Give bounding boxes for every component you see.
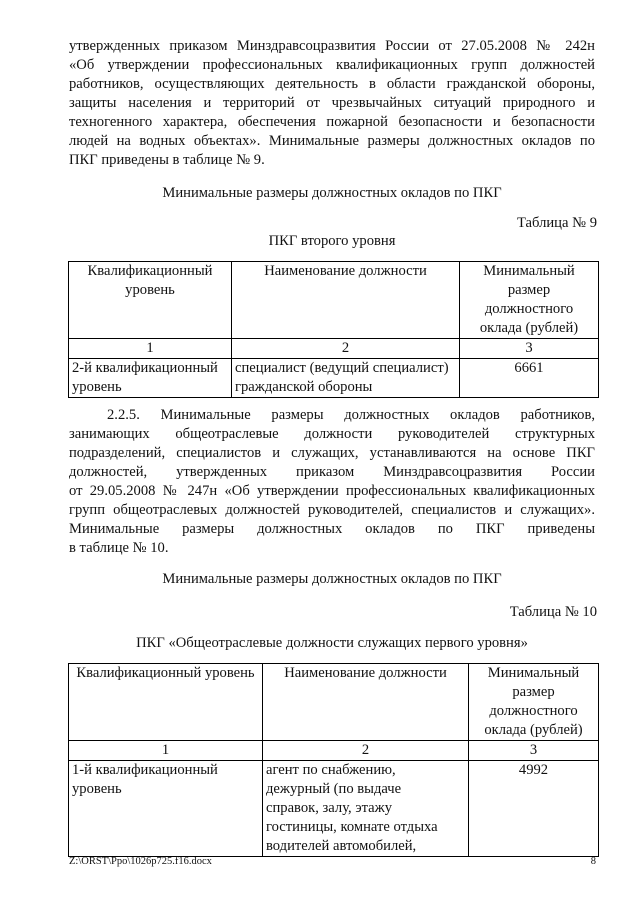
- table-cell: специалист (ведущий специалист) гражданской обороны: [232, 359, 460, 398]
- intro-line: утвержденных приказом Минздравсоцразвития России от 27.05.2008 № 242н: [69, 38, 595, 54]
- header-cell: Квалификационный уровень: [69, 664, 263, 741]
- table-cell: 6661: [460, 359, 599, 398]
- section-line: подразделений, специалистов и служащих, устанавливаются на основе ПКГ: [69, 445, 595, 461]
- table10-caption: Минимальные размеры должностных окладов по ПКГ: [162, 571, 502, 587]
- table9-number: Таблица № 9: [517, 215, 597, 231]
- table10: [68, 663, 599, 857]
- index-cell: 1: [69, 339, 232, 359]
- table-row: [69, 359, 599, 398]
- intro-line: людей на водных объектах». Минимальные размеры должностных окладов по: [69, 133, 595, 149]
- table9-header-row: [69, 262, 599, 339]
- section-line: Минимальные размеры должностных окладов по ПКГ приведены: [69, 521, 595, 537]
- index-cell: 2: [232, 339, 460, 359]
- table-cell: 1-й квалификационный уровень: [69, 761, 263, 857]
- table9-group: ПКГ второго уровня: [268, 233, 396, 249]
- intro-line: работников, осуществляющих деятельность в области гражданской обороны,: [69, 76, 595, 92]
- header-cell: Наименование должности: [263, 664, 469, 741]
- section-line: 2.2.5. Минимальные размеры должностных окладов работников,: [107, 407, 595, 423]
- table10-header-row: [69, 664, 599, 741]
- intro-line: ПКГ приведены в таблице № 9.: [69, 152, 265, 168]
- table10-number: Таблица № 10: [509, 604, 597, 620]
- index-cell: 2: [263, 741, 469, 761]
- table-cell: агент по снабжению, дежурный (по выдаче справок, залу, этажу гостиницы, комнате отдыха водителей автомобилей,: [263, 761, 469, 857]
- table-row: [69, 761, 599, 857]
- intro-line: техногенного характера, обеспечения пожарной безопасности и безопасности: [69, 114, 595, 130]
- table-cell: 4992: [469, 761, 599, 857]
- section-line: должностей, утвержденных приказом Минздравсоцразвития России: [69, 464, 595, 480]
- table10-index-row: [69, 741, 599, 761]
- header-cell: Минимальный размер должностного оклада (рублей): [460, 262, 599, 339]
- section-line: в таблице № 10.: [69, 540, 169, 556]
- index-cell: 1: [69, 741, 263, 761]
- table-cell: 2-й квалификационный уровень: [69, 359, 232, 398]
- header-cell: Минимальный размер должностного оклада (рублей): [469, 664, 599, 741]
- index-cell: 3: [469, 741, 599, 761]
- table9: [68, 261, 599, 398]
- footer-page-number: 8: [590, 856, 596, 867]
- section-line: групп общеотраслевых должностей руководителей, специалистов и служащих».: [69, 502, 595, 518]
- index-cell: 3: [460, 339, 599, 359]
- section-line: от 29.05.2008 № 247н «Об утверждении профессиональных квалификационных: [69, 483, 595, 499]
- section-line: занимающих общеотраслевые должности руководителей структурных: [69, 426, 595, 442]
- footer-file-path: Z:\ORST\Ppo\1026p725.f16.docx: [69, 856, 212, 867]
- intro-line: защиты населения и территорий от чрезвычайных ситуаций природного и: [69, 95, 595, 111]
- table9-index-row: [69, 339, 599, 359]
- header-cell: Квалификационный уровень: [69, 262, 232, 339]
- header-cell: Наименование должности: [232, 262, 460, 339]
- table10-group: ПКГ «Общеотраслевые должности служащих первого уровня»: [136, 635, 528, 651]
- table9-caption: Минимальные размеры должностных окладов по ПКГ: [162, 185, 502, 201]
- intro-line: «Об утверждении профессиональных квалификационных групп должностей: [69, 57, 595, 73]
